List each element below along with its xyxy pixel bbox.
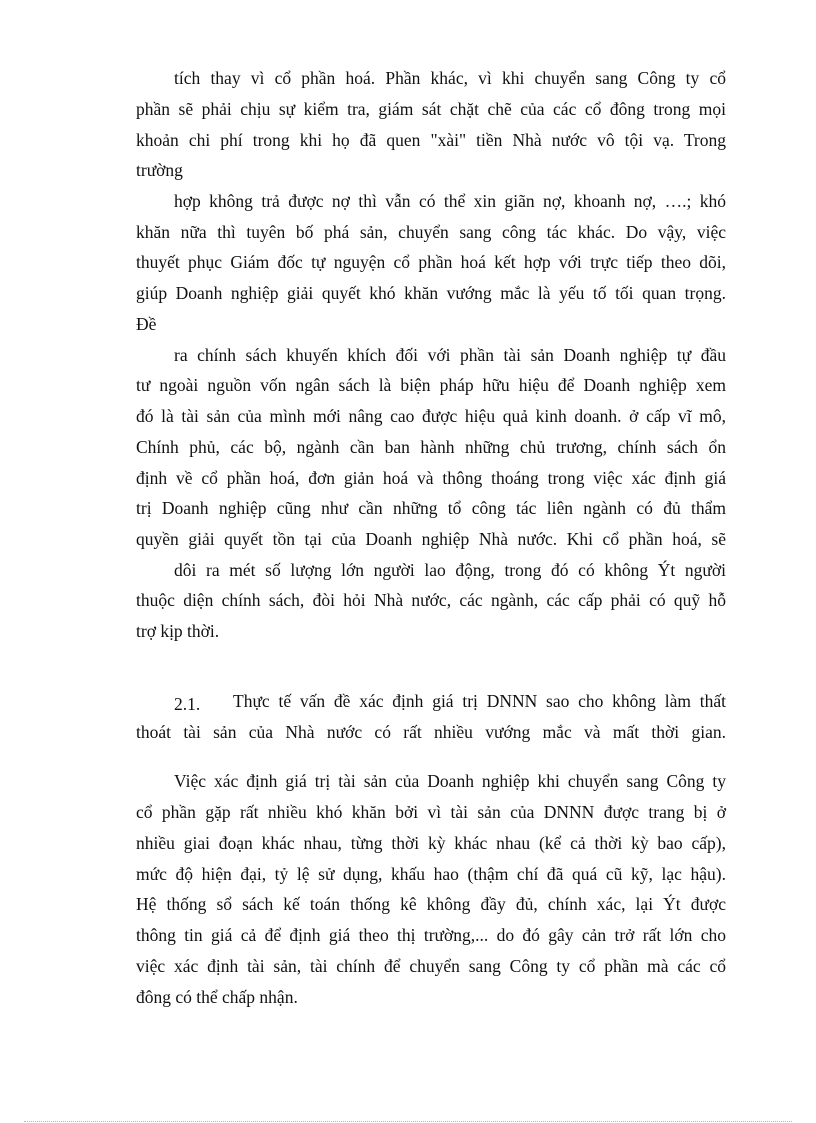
paragraph-2-line-5: Đề: [136, 314, 157, 334]
paragraph-2-line-4: giúp Doanh nghiệp giải quyết khó khăn vướng mắc là yếu tố tối quan trọng.: [136, 283, 726, 303]
paragraph-5-line-4: mức độ hiện đại, tỷ lệ sử dụng, khấu hao (thậm chí đã quá cũ kỹ, lạc hậu).: [136, 864, 726, 884]
section-number: 2.1.: [174, 694, 201, 714]
paragraph-2-line-1: hợp không trả được nợ thì vẫn có thể xin giãn nợ, khoanh nợ, ….; khó: [174, 191, 726, 211]
paragraph-5-line-7: việc xác định tài sản, tài chính để chuyển sang Công ty cổ phần mà các cổ: [136, 956, 726, 976]
paragraph-5-line-3: nhiều giai đoạn khác nhau, từng thời kỳ khác nhau (kể cả thời kỳ bao cấp),: [136, 833, 726, 853]
page-bottom-divider: [24, 1121, 792, 1122]
paragraph-1-line-2: phần sẽ phải chịu sự kiểm tra, giám sát chặt chẽ của các cổ đông trong mọi: [136, 99, 726, 119]
paragraph-5-line-1: Việc xác định giá trị tài sản của Doanh nghiệp khi chuyển sang Công ty: [174, 771, 726, 791]
paragraph-3-line-1: ra chính sách khuyến khích đối với phần tài sản Doanh nghiệp tự đầu: [174, 345, 726, 365]
paragraph-1-line-1: tích thay vì cổ phần hoá. Phần khác, vì khi chuyển sang Công ty cổ: [174, 68, 726, 88]
paragraph-1-line-3: khoản chi phí trong khi họ đã quen "xài" tiền Nhà nước vô tội vạ. Trong: [136, 130, 726, 150]
paragraph-2-line-3: thuyết phục Giám đốc tự nguyện cổ phần hoá kết hợp với trực tiếp theo dõi,: [136, 252, 726, 272]
paragraph-3-line-4: Chính phủ, các bộ, ngành cần ban hành những chủ trương, chính sách ổn: [136, 437, 726, 457]
section-title-line-2: thoát tài sản của Nhà nước có rất nhiều vướng mắc và mất thời gian.: [136, 722, 726, 742]
paragraph-5-line-6: thông tin giá cả để định giá theo thị trường,... do đó gây cản trở rất lớn cho: [136, 925, 726, 945]
paragraph-3-line-5: định về cổ phần hoá, đơn giản hoá và thông thoáng trong việc xác định giá: [136, 468, 726, 488]
paragraph-3-line-2: tư ngoài nguồn vốn ngân sách là biện pháp hữu hiệu để Doanh nghiệp xem: [136, 375, 726, 395]
paragraph-4-line-1: dôi ra mét số lượng lớn người lao động, trong đó có không Ýt người: [174, 560, 726, 580]
paragraph-4-line-2: thuộc diện chính sách, đòi hỏi Nhà nước, các ngành, các cấp phải có quỹ hỗ: [136, 590, 726, 610]
paragraph-3-line-7: quyền giải quyết tồn tại của Doanh nghiệp Nhà nước. Khi cổ phần hoá, sẽ: [136, 529, 726, 549]
paragraph-5-line-8: đông có thể chấp nhận.: [136, 987, 298, 1007]
paragraph-5-line-2: cổ phần gặp rất nhiều khó khăn bởi vì tài sản của DNNN được trang bị ở: [136, 802, 726, 822]
paragraph-4-line-3: trợ kịp thời.: [136, 621, 220, 641]
paragraph-5-line-5: Hệ thống sổ sách kế toán thống kê không đầy đủ, chính xác, lại Ýt được: [136, 894, 726, 914]
paragraph-3-line-6: trị Doanh nghiệp cũng như cần những tổ công tác liên ngành có đủ thẩm: [136, 498, 726, 518]
paragraph-3-line-3: đó là tài sản của mình mới nâng cao được hiệu quả kinh doanh. ở cấp vĩ mô,: [136, 406, 726, 426]
paragraph-1-line-4: trường: [136, 160, 183, 180]
paragraph-2-line-2: khăn nữa thì tuyên bố phá sản, chuyển sang công tác khác. Do vậy, việc: [136, 222, 726, 242]
section-title-line-1: Thực tế vấn đề xác định giá trị DNNN sao cho không làm thất: [233, 691, 726, 711]
